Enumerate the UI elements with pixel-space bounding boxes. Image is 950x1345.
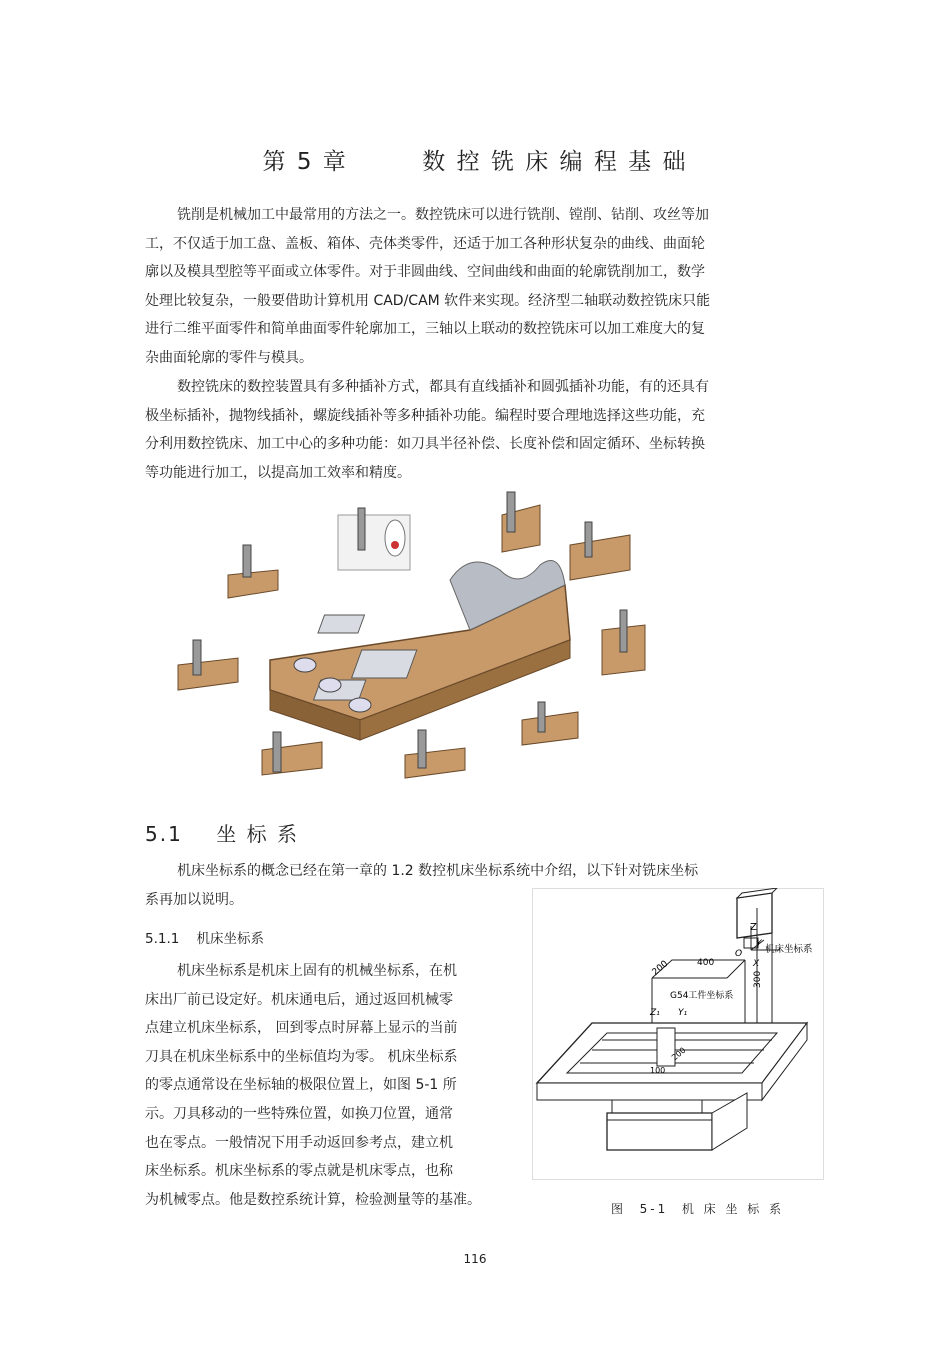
- text-line: 进行二维平面零件和简单曲面零件轮廓加工，三轴以上联动的数控铣床可以加工难度大的复: [145, 321, 705, 338]
- axis-label-x: X: [753, 959, 760, 969]
- tool-block: [228, 545, 278, 598]
- tool-block: [522, 702, 578, 745]
- text-line: 为机械零点。他是数控系统计算，检验测量等的基准。: [145, 1191, 481, 1208]
- subsection-title: 5.1.1 机床坐标系: [145, 931, 265, 947]
- tool-block: [602, 610, 645, 675]
- text-line: 处理比较复杂，一般要借助计算机用 CAD/CAM 软件来实现。经济型二轴联动数控铣床只能: [145, 292, 711, 309]
- tool-block: [405, 730, 465, 778]
- text-line: 铣削是机械加工中最常用的方法之一。数控铣床可以进行铣削、镗削、钻削、攻丝等加: [177, 207, 709, 223]
- text-line: 床出厂前已设定好。机床通电后，通过返回机械零: [145, 991, 453, 1008]
- intro-paragraph-2: [145, 373, 795, 487]
- axis-label-z1: Z₁: [650, 1008, 660, 1018]
- axis-label-z: Z: [750, 922, 757, 933]
- text-line: 刀具在机床坐标系中的坐标值均为零。 机床坐标系: [145, 1048, 458, 1065]
- page-number: 116: [463, 1252, 487, 1266]
- text-line: 机床坐标系的概念已经在第一章的 1.2 数控机床坐标系统中介绍，以下针对铣床坐标: [177, 863, 699, 879]
- text-line: 工，不仅适于加工盘、盖板、箱体、壳体类零件，还适于加工各种形状复杂的曲线、曲面轮: [145, 235, 705, 252]
- tool-block: [178, 640, 238, 690]
- subsection-body: [145, 957, 525, 1214]
- text-line: 极坐标插补，抛物线插补，螺旋线插补等多种插补功能。编程时要合理地选择这些功能，充: [145, 407, 705, 424]
- figure-caption: 图 5-1 机 床 坐 标 系: [611, 1202, 785, 1216]
- section-title: 5.1 坐 标 系: [145, 822, 299, 846]
- dimension-400: 400: [697, 958, 715, 968]
- machine-cs-label: 机床坐标系: [765, 944, 813, 955]
- text-line: 床坐标系。机床坐标系的零点就是机床零点，也称: [145, 1163, 453, 1180]
- tool-block: [338, 508, 410, 570]
- milling-operations-illustration: [170, 490, 650, 800]
- text-line: 机床坐标系是机床上固有的机械坐标系，在机: [177, 963, 457, 979]
- tool-block: [570, 522, 630, 580]
- dimension-300: 300: [753, 970, 763, 988]
- axis-label-y1: Y₁: [678, 1008, 688, 1018]
- intro-paragraph-1: [145, 201, 795, 373]
- text-line: 杂曲面轮廓的零件与模具。: [145, 349, 313, 366]
- dimension-200b: 200: [669, 1045, 688, 1063]
- workpiece: [270, 561, 570, 741]
- text-line: 数控铣床的数控装置具有多种插补方式，都具有直线插补和圆弧插补功能，有的还具有: [177, 379, 709, 395]
- text-line: 分利用数控铣床、加工中心的多种功能：如刀具半径补偿、长度补偿和固定循环、坐标转换: [145, 436, 705, 453]
- text-line: 等功能进行加工，以提高加工效率和精度。: [145, 464, 411, 481]
- tool-block: [502, 492, 540, 552]
- g54-label: G54工件坐标系: [670, 991, 734, 1001]
- text-line: 廓以及模具型腔等平面或立体零件。对于非圆曲线、空间曲线和曲面的轮廓铣削加工，数学: [145, 264, 705, 281]
- dimension-200: 200: [650, 959, 671, 978]
- axis-label-y: Y: [756, 939, 762, 949]
- text-line: 示。刀具移动的一些特殊位置，如换刀位置，通常: [145, 1105, 453, 1122]
- text-line: 也在零点。一般情况下用手动返回参考点，建立机: [145, 1134, 453, 1151]
- text-line: 的零点通常设在坐标轴的极限位置上，如图 5-1 所: [145, 1077, 457, 1094]
- text-line: 系再加以说明。: [145, 891, 243, 908]
- chapter-title: 第 5 章 数 控 铣 床 编 程 基 础: [262, 149, 688, 175]
- figure-machine-coordinate-system: [532, 888, 824, 1180]
- text-line: 点建立机床坐标系， 回到零点时屏幕上显示的当前: [145, 1020, 458, 1037]
- origin-label: O: [735, 949, 743, 959]
- tool-block: [262, 732, 322, 775]
- dimension-100: 100: [650, 1066, 666, 1075]
